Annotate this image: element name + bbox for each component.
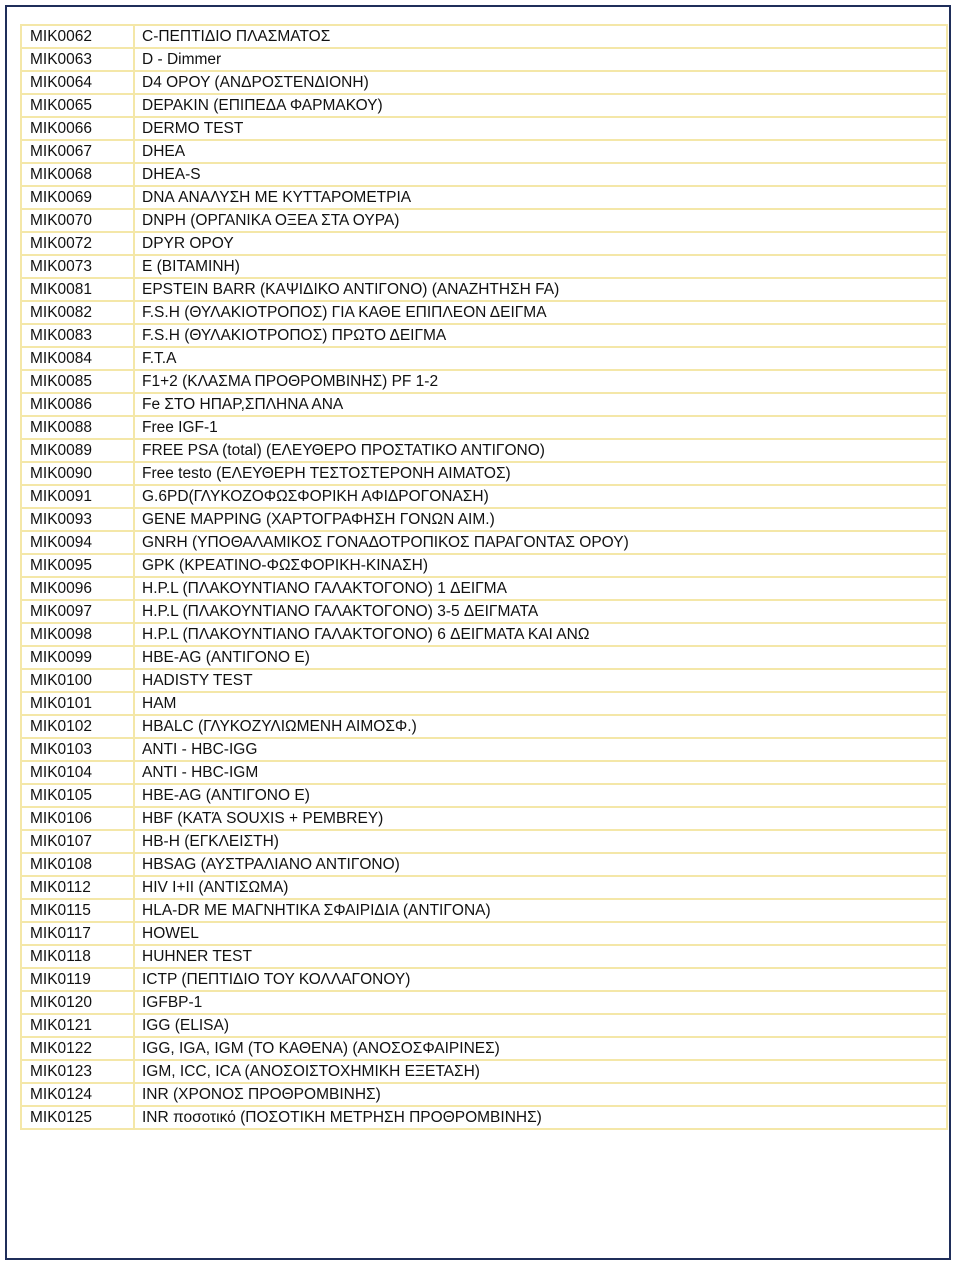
exam-name-cell: DEPAKIN (ΕΠΙΠΕΔΑ ΦΑΡΜΑΚΟΥ) [134, 94, 947, 117]
table-row [21, 991, 947, 1014]
exam-code-cell: MIK0108 [21, 853, 134, 876]
exam-name-cell: HBE-AG (ΑΝΤΙΓΟΝΟ E) [134, 784, 947, 807]
exam-name-cell: DERMO TEST [134, 117, 947, 140]
table-row [21, 945, 947, 968]
exam-code-cell: MIK0088 [21, 416, 134, 439]
table-row [21, 347, 947, 370]
exam-code-cell: MIK0117 [21, 922, 134, 945]
exam-code-cell: MIK0065 [21, 94, 134, 117]
table-row [21, 439, 947, 462]
exam-name-cell: DNA ΑΝΑΛΥΣΗ ΜΕ ΚΥΤΤΑΡΟΜΕΤΡΙΑ [134, 186, 947, 209]
exam-name-cell: HOWEL [134, 922, 947, 945]
exam-name-cell: Free testo (ΕΛΕΥΘΕΡΗ ΤΕΣΤΟΣΤΕΡΟΝΗ ΑΙΜΑΤΟΣ) [134, 462, 947, 485]
exam-name-cell: IGG (ELISA) [134, 1014, 947, 1037]
exam-code-cell: MIK0102 [21, 715, 134, 738]
table-row [21, 278, 947, 301]
exam-name-cell: IGFBP-1 [134, 991, 947, 1014]
exam-name-cell: C-ΠΕΠΤΙΔΙΟ ΠΛΑΣΜΑΤΟΣ [134, 25, 947, 48]
table-row [21, 853, 947, 876]
exam-name-cell: INR (ΧΡΟΝΟΣ ΠΡΟΘΡΟΜΒΙΝΗΣ) [134, 1083, 947, 1106]
exam-code-cell: MIK0086 [21, 393, 134, 416]
exam-name-cell: E (ΒΙΤΑΜΙΝΗ) [134, 255, 947, 278]
table-row [21, 232, 947, 255]
exam-name-cell: HAM [134, 692, 947, 715]
table-row [21, 140, 947, 163]
table-row [21, 186, 947, 209]
exam-code-cell: MIK0112 [21, 876, 134, 899]
exam-name-cell: HIV I+II (ΑΝΤΙΣΩΜΑ) [134, 876, 947, 899]
exam-name-cell: IGG, IGA, IGM (ΤΟ ΚΑΘΕΝΑ) (ΑΝΟΣΟΣΦΑΙΡΙΝΕΣ) [134, 1037, 947, 1060]
exam-name-cell: DHEA-S [134, 163, 947, 186]
table-row [21, 163, 947, 186]
table-row [21, 117, 947, 140]
exam-name-cell: HUHNER TEST [134, 945, 947, 968]
exam-name-cell: Fe ΣΤΟ ΗΠΑΡ,ΣΠΛΗΝΑ ΑΝΑ [134, 393, 947, 416]
exam-name-cell: ANTI - HBC-IGG [134, 738, 947, 761]
exam-name-cell: HBE-AG (ΑΝΤΙΓΟΝΟ E) [134, 646, 947, 669]
exam-name-cell: HLA-DR ΜΕ ΜΑΓΝΗΤΙΚΑ ΣΦΑΙΡΙΔΙΑ (ΑΝΤΙΓΟΝΑ) [134, 899, 947, 922]
exam-code-cell: MIK0090 [21, 462, 134, 485]
exam-name-cell: GPK (ΚΡΕΑΤΙΝΟ-ΦΩΣΦΟΡΙΚΗ-ΚΙΝΑΣΗ) [134, 554, 947, 577]
exam-name-cell: F1+2 (ΚΛΑΣΜΑ ΠΡΟΘΡΟΜΒΙΝΗΣ) PF 1-2 [134, 370, 947, 393]
table-row [21, 715, 947, 738]
table-row [21, 462, 947, 485]
table-row [21, 324, 947, 347]
exam-name-cell: HB-H (ΕΓΚΛΕΙΣΤΗ) [134, 830, 947, 853]
table-row [21, 876, 947, 899]
exam-name-cell: H.P.L (ΠΛΑΚΟΥΝΤΙΑΝΟ ΓΑΛΑΚΤΟΓΟΝΟ) 6 ΔΕΙΓΜΑΤΑ ΚΑΙ ΑΝΩ [134, 623, 947, 646]
exam-name-cell: HBF (ΚΑΤΆ SOUXIS + PEMBREY) [134, 807, 947, 830]
table-row [21, 554, 947, 577]
table-row [21, 25, 947, 48]
table-row [21, 646, 947, 669]
table-row [21, 784, 947, 807]
exam-code-cell: MIK0073 [21, 255, 134, 278]
exam-code-cell: MIK0064 [21, 71, 134, 94]
table-row [21, 71, 947, 94]
table-row [21, 1083, 947, 1106]
exam-name-cell: GENE MAPPING (ΧΑΡΤΟΓΡΑΦΗΣΗ ΓΟΝΩΝ ΑΙΜ.) [134, 508, 947, 531]
exam-code-cell: MIK0124 [21, 1083, 134, 1106]
exam-code-cell: MIK0072 [21, 232, 134, 255]
exam-name-cell: F.S.H (ΘΥΛΑΚΙΟΤΡΟΠΟΣ) ΓΙΑ ΚΑΘΕ ΕΠΙΠΛΕΟΝ ΔΕΙΓΜΑ [134, 301, 947, 324]
exam-code-cell: MIK0103 [21, 738, 134, 761]
exam-code-cell: MIK0069 [21, 186, 134, 209]
exam-code-cell: MIK0122 [21, 1037, 134, 1060]
exam-code-cell: MIK0084 [21, 347, 134, 370]
exam-code-cell: MIK0120 [21, 991, 134, 1014]
exam-code-cell: MIK0100 [21, 669, 134, 692]
exam-code-cell: MIK0115 [21, 899, 134, 922]
exam-code-cell: MIK0066 [21, 117, 134, 140]
exam-code-cell: MIK0067 [21, 140, 134, 163]
exam-name-cell: FREE PSA (total) (ΕΛΕΥΘΕΡΟ ΠΡΟΣΤΑΤΙΚΟ ΑΝΤΙΓΟΝΟ) [134, 439, 947, 462]
exam-name-cell: DHEA [134, 140, 947, 163]
table-row [21, 807, 947, 830]
exam-code-table [20, 24, 948, 1130]
table-row [21, 393, 947, 416]
table-row [21, 830, 947, 853]
exam-name-cell: Free IGF-1 [134, 416, 947, 439]
table-row [21, 968, 947, 991]
exam-name-cell: F.S.H (ΘΥΛΑΚΙΟΤΡΟΠΟΣ) ΠΡΩΤΟ ΔΕΙΓΜΑ [134, 324, 947, 347]
table-row [21, 1060, 947, 1083]
table-row [21, 1106, 947, 1129]
exam-code-cell: MIK0119 [21, 968, 134, 991]
exam-code-cell: MIK0125 [21, 1106, 134, 1129]
exam-code-cell: MIK0121 [21, 1014, 134, 1037]
exam-code-table-body [21, 25, 947, 1129]
exam-name-cell: HADISTY TEST [134, 669, 947, 692]
exam-name-cell: D - Dimmer [134, 48, 947, 71]
exam-code-cell: MIK0093 [21, 508, 134, 531]
exam-name-cell: INR ποσοτικό (ΠΟΣΟΤΙΚΗ ΜΕΤΡΗΣΗ ΠΡΟΘΡΟΜΒΙΝΗΣ) [134, 1106, 947, 1129]
exam-name-cell: EPSTEIN BARR (ΚΑΨΙΔΙΚΟ ΑΝΤΙΓΟΝΟ) (ΑΝΑΖΗΤΗΣΗ FA) [134, 278, 947, 301]
table-row [21, 209, 947, 232]
table-row [21, 1037, 947, 1060]
exam-code-cell: MIK0095 [21, 554, 134, 577]
exam-code-cell: MIK0099 [21, 646, 134, 669]
exam-name-cell: G.6PD(ΓΛΥΚΟΖΟΦΩΣΦΟΡΙΚΗ ΑΦΙΔΡΟΓΟΝΑΣΗ) [134, 485, 947, 508]
exam-name-cell: F.T.A [134, 347, 947, 370]
exam-code-cell: MIK0097 [21, 600, 134, 623]
exam-code-cell: MIK0081 [21, 278, 134, 301]
table-row [21, 301, 947, 324]
exam-name-cell: IGM, ICC, ICA (ΑΝΟΣΟΙΣΤΟΧΗΜΙΚΗ ΕΞΕΤΑΣΗ) [134, 1060, 947, 1083]
table-row [21, 692, 947, 715]
exam-name-cell: HBALC (ΓΛΥΚΟΖΥΛΙΩΜΕΝΗ ΑΙΜΟΣΦ.) [134, 715, 947, 738]
table-row [21, 761, 947, 784]
table-row [21, 899, 947, 922]
exam-name-cell: ICTP (ΠΕΠΤΙΔΙΟ ΤΟΥ ΚΟΛΛΑΓΟΝΟΥ) [134, 968, 947, 991]
exam-name-cell: H.P.L (ΠΛΑΚΟΥΝΤΙΑΝΟ ΓΑΛΑΚΤΟΓΟΝΟ) 3-5 ΔΕΙΓΜΑΤΑ [134, 600, 947, 623]
exam-code-cell: MIK0101 [21, 692, 134, 715]
exam-name-cell: DNPH (ΟΡΓΑΝΙΚΑ ΟΞΕΑ ΣΤΑ ΟΥΡΑ) [134, 209, 947, 232]
table-row [21, 1014, 947, 1037]
exam-code-cell: MIK0106 [21, 807, 134, 830]
exam-code-cell: MIK0118 [21, 945, 134, 968]
exam-code-cell: MIK0098 [21, 623, 134, 646]
table-row [21, 531, 947, 554]
table-row [21, 370, 947, 393]
exam-code-cell: MIK0062 [21, 25, 134, 48]
table-row [21, 577, 947, 600]
exam-code-cell: MIK0085 [21, 370, 134, 393]
table-row [21, 94, 947, 117]
exam-name-cell: D4 ΟΡΟΥ (ΑΝΔΡΟΣΤΕΝΔΙΟΝΗ) [134, 71, 947, 94]
exam-code-cell: MIK0091 [21, 485, 134, 508]
table-row [21, 600, 947, 623]
exam-code-cell: MIK0068 [21, 163, 134, 186]
table-row [21, 922, 947, 945]
exam-name-cell: GNRH (ΥΠΟΘΑΛΑΜΙΚΟΣ ΓΟΝΑΔΟΤΡΟΠΙΚΟΣ ΠΑΡΑΓΟΝΤΑΣ ΟΡΟΥ) [134, 531, 947, 554]
exam-code-cell: MIK0082 [21, 301, 134, 324]
table-row [21, 416, 947, 439]
exam-code-cell: MIK0094 [21, 531, 134, 554]
exam-code-cell: MIK0083 [21, 324, 134, 347]
exam-name-cell: DPYR ΟΡΟΥ [134, 232, 947, 255]
exam-code-cell: MIK0063 [21, 48, 134, 71]
table-row [21, 669, 947, 692]
exam-name-cell: ANTI - HBC-IGM [134, 761, 947, 784]
table-row [21, 623, 947, 646]
exam-name-cell: HBSAG (ΑΥΣΤΡΑΛΙΑΝΟ ΑΝΤΙΓΟΝΟ) [134, 853, 947, 876]
table-row [21, 255, 947, 278]
table-row [21, 48, 947, 71]
exam-code-cell: MIK0105 [21, 784, 134, 807]
table-row [21, 738, 947, 761]
exam-code-cell: MIK0070 [21, 209, 134, 232]
exam-name-cell: H.P.L (ΠΛΑΚΟΥΝΤΙΑΝΟ ΓΑΛΑΚΤΟΓΟΝΟ) 1 ΔΕΙΓΜΑ [134, 577, 947, 600]
exam-code-cell: MIK0104 [21, 761, 134, 784]
table-row [21, 508, 947, 531]
exam-code-cell: MIK0123 [21, 1060, 134, 1083]
exam-code-cell: MIK0096 [21, 577, 134, 600]
table-row [21, 485, 947, 508]
exam-code-cell: MIK0107 [21, 830, 134, 853]
exam-code-cell: MIK0089 [21, 439, 134, 462]
